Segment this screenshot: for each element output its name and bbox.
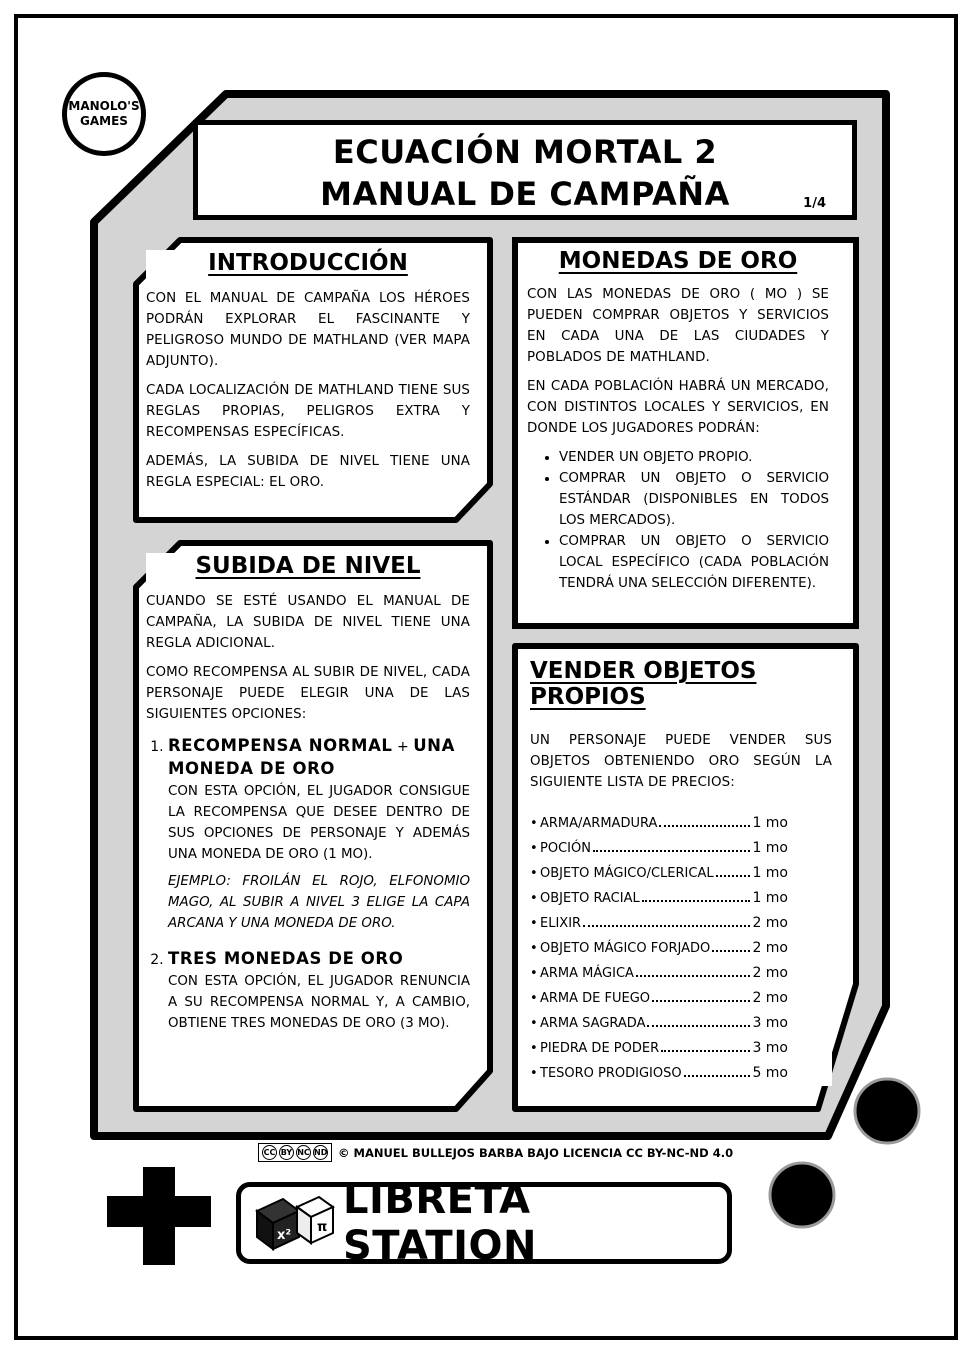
- gold-heading: MONEDAS DE ORO: [558, 248, 798, 274]
- license-text: © MANUEL BULLEJOS BARBA BAJO LICENCIA CC BY-NC-ND 4.0: [338, 1145, 734, 1160]
- document-title: ECUACIÓN MORTAL 2: [332, 133, 718, 171]
- dot-leader: [593, 850, 750, 852]
- cc-badge: [258, 1143, 332, 1162]
- bullet-icon: •: [530, 1016, 538, 1031]
- price-item-value: 1 mo: [752, 840, 788, 856]
- dot-leader: [652, 1000, 750, 1002]
- price-item-name: TESORO PRODIGIOSO: [540, 1066, 682, 1081]
- price-item-name: OBJETO RACIAL: [540, 891, 640, 906]
- price-item-value: 2 mo: [752, 915, 788, 931]
- page-number: 1/4: [803, 196, 826, 211]
- dot-leader: [716, 875, 751, 877]
- brand-name: LIBRETA STATION: [343, 1177, 537, 1269]
- brand-box: [236, 1177, 732, 1269]
- cc-icon: CC: [262, 1145, 277, 1160]
- price-item-name: PIEDRA DE PODER: [540, 1041, 660, 1056]
- intro-paragraph-1: CON EL MANUAL DE CAMPAÑA LOS HÉROES PODRÁN EXPLORAR EL FASCINANTE Y PELIGROSO MUNDO DE MATHLAND (VER MAPA ADJUNTO).: [146, 291, 470, 369]
- option1-description: CON ESTA OPCIÓN, EL JUGADOR CONSIGUE LA RECOMPENSA QUE DESEE DENTRO DE SUS OPCIONES DE PERSONAJE Y ADEMÁS UNA MONEDA DE ORO (1 MO).: [168, 784, 470, 862]
- dice-mark-x2: x²: [277, 1228, 292, 1243]
- market-action-buy-standard: • COMPRAR UN OBJETO O SERVICIO ESTÁNDAR (DISPONIBLES EN TODOS LOS MERCADOS).: [559, 468, 829, 531]
- price-item-name: ARMA/ARMADURA: [540, 816, 658, 831]
- bullet-icon: •: [530, 866, 538, 881]
- level-option-1: [168, 735, 470, 934]
- dot-leader: [712, 950, 750, 952]
- price-item-name: ARMA MÁGICA: [540, 966, 634, 981]
- bullet-icon: •: [530, 1066, 538, 1081]
- dot-leader: [684, 1075, 751, 1077]
- price-row: [530, 1036, 788, 1061]
- intro-paragraph-3: ADEMÁS, LA SUBIDA DE NIVEL TIENE UNA REGLA ESPECIAL: EL ORO.: [146, 454, 470, 490]
- price-row: [530, 1011, 788, 1036]
- market-actions-list: [527, 447, 829, 594]
- price-row: [530, 1061, 788, 1086]
- price-row: [530, 961, 788, 986]
- price-item-value: 3 mo: [752, 1015, 788, 1031]
- dot-leader: [642, 900, 751, 902]
- gold-paragraph-1: CON LAS MONEDAS DE ORO ( MO ) SE PUEDEN COMPRAR OBJETOS Y SERVICIOS EN CADA UNA DE LAS CIUDADES Y POBLADOS DE MATHLAND.: [527, 287, 829, 365]
- price-item-value: 1 mo: [752, 865, 788, 881]
- price-row: [530, 836, 788, 861]
- price-item-value: 5 mo: [752, 1065, 788, 1081]
- option1-plus: +: [397, 739, 409, 755]
- price-list: [530, 811, 788, 1086]
- sell-intro: UN PERSONAJE PUEDE VENDER SUS OBJETOS OBTENIENDO ORO SEGÚN LA SIGUIENTE LISTA DE PRECIOS:: [530, 733, 832, 790]
- bullet-icon: •: [530, 966, 538, 981]
- gold-section: [527, 248, 829, 594]
- dot-leader: [636, 975, 751, 977]
- dice-mark-pi: π: [317, 1220, 328, 1235]
- level-heading: SUBIDA DE NIVEL: [195, 553, 421, 579]
- bullet-icon: •: [530, 891, 538, 906]
- price-item-value: 1 mo: [752, 890, 788, 906]
- price-item-value: 3 mo: [752, 1040, 788, 1056]
- price-row: [530, 861, 788, 886]
- bullet-icon: •: [530, 991, 538, 1006]
- price-item-value: 2 mo: [752, 965, 788, 981]
- price-item-name: POCIÓN: [540, 841, 591, 856]
- option2-title: TRES MONEDAS DE ORO: [168, 949, 404, 968]
- level-option-2: [168, 948, 470, 1034]
- price-item-name: OBJETO MÁGICO FORJADO: [540, 941, 711, 956]
- nc-icon: NC: [296, 1145, 311, 1160]
- dice-logo: [253, 1193, 335, 1253]
- price-item-name: ARMA DE FUEGO: [540, 991, 651, 1006]
- option2-description: CON ESTA OPCIÓN, EL JUGADOR RENUNCIA A SU RECOMPENSA NORMAL Y, A CAMBIO, OBTIENE TRES MONEDAS DE ORO (3 MO).: [168, 974, 470, 1031]
- dice-icon: [253, 1193, 335, 1253]
- bullet-icon: •: [530, 841, 538, 856]
- level-section: [146, 553, 470, 1048]
- price-item-value: 2 mo: [752, 990, 788, 1006]
- dot-leader: [647, 1025, 750, 1027]
- price-row: [530, 811, 788, 836]
- dot-leader: [659, 825, 750, 827]
- price-row: [530, 886, 788, 911]
- bullet-icon: •: [530, 816, 538, 831]
- license-line: [258, 1143, 733, 1162]
- logo-line1: MANOLO'S: [68, 99, 140, 113]
- bullet-icon: •: [530, 916, 538, 931]
- option1-example: EJEMPLO: FROILÁN EL ROJO, ELFONOMIO MAGO, AL SUBIR A NIVEL 3 ELIGE LA CAPA ARCANA Y UNA MONEDA DE ORO.: [168, 874, 470, 931]
- price-item-name: OBJETO MÁGICO/CLERICAL: [540, 866, 714, 881]
- sell-section: [530, 658, 832, 1086]
- logo-line2: GAMES: [80, 114, 128, 128]
- market-action-buy-local: • COMPRAR UN OBJETO O SERVICIO LOCAL ESPECÍFICO (CADA POBLACIÓN TENDRÁ UNA SELECCIÓN DIFERENTE).: [559, 531, 829, 594]
- price-row: [530, 936, 788, 961]
- intro-heading: INTRODUCCIÓN: [208, 250, 408, 276]
- intro-paragraph-2: CADA LOCALIZACIÓN DE MATHLAND TIENE SUS REGLAS PROPIAS, PELIGROS EXTRA Y RECOMPENSAS ESPECÍFICAS.: [146, 383, 470, 440]
- price-item-value: 2 mo: [752, 940, 788, 956]
- dot-leader: [583, 925, 750, 927]
- bullet-icon: •: [530, 941, 538, 956]
- document-subtitle: MANUAL DE CAMPAÑA: [320, 175, 730, 213]
- option1-title: RECOMPENSA NORMAL: [168, 736, 393, 755]
- level-paragraph-1: CUANDO SE ESTÉ USANDO EL MANUAL DE CAMPAÑA, LA SUBIDA DE NIVEL TIENE UNA REGLA ADICIONAL.: [146, 594, 470, 651]
- sell-heading: VENDER OBJETOS PROPIOS: [530, 658, 757, 710]
- price-row: [530, 911, 788, 936]
- intro-section: [146, 250, 470, 501]
- price-item-name: ELIXIR: [540, 916, 582, 931]
- market-action-sell: • VENDER UN OBJETO PROPIO.: [559, 447, 829, 468]
- price-item-value: 1 mo: [752, 815, 788, 831]
- level-paragraph-2: COMO RECOMPENSA AL SUBIR DE NIVEL, CADA PERSONAJE PUEDE ELEGIR UNA DE LAS SIGUIENTES OPCIONES:: [146, 665, 470, 722]
- option1-title2: UNA MONEDA DE ORO: [168, 736, 455, 778]
- level-options-list: [146, 735, 470, 1034]
- dot-leader: [661, 1050, 750, 1052]
- nd-icon: ND: [313, 1145, 328, 1160]
- gold-paragraph-2: EN CADA POBLACIÓN HABRÁ UN MERCADO, CON DISTINTOS LOCALES Y SERVICIOS, EN DONDE LOS JUGADORES PODRÁN:: [527, 379, 829, 436]
- by-icon: BY: [279, 1145, 294, 1160]
- price-row: [530, 986, 788, 1011]
- manolos-games-logo: [62, 72, 146, 156]
- bullet-icon: •: [530, 1041, 538, 1056]
- price-item-name: ARMA SAGRADA: [540, 1016, 646, 1031]
